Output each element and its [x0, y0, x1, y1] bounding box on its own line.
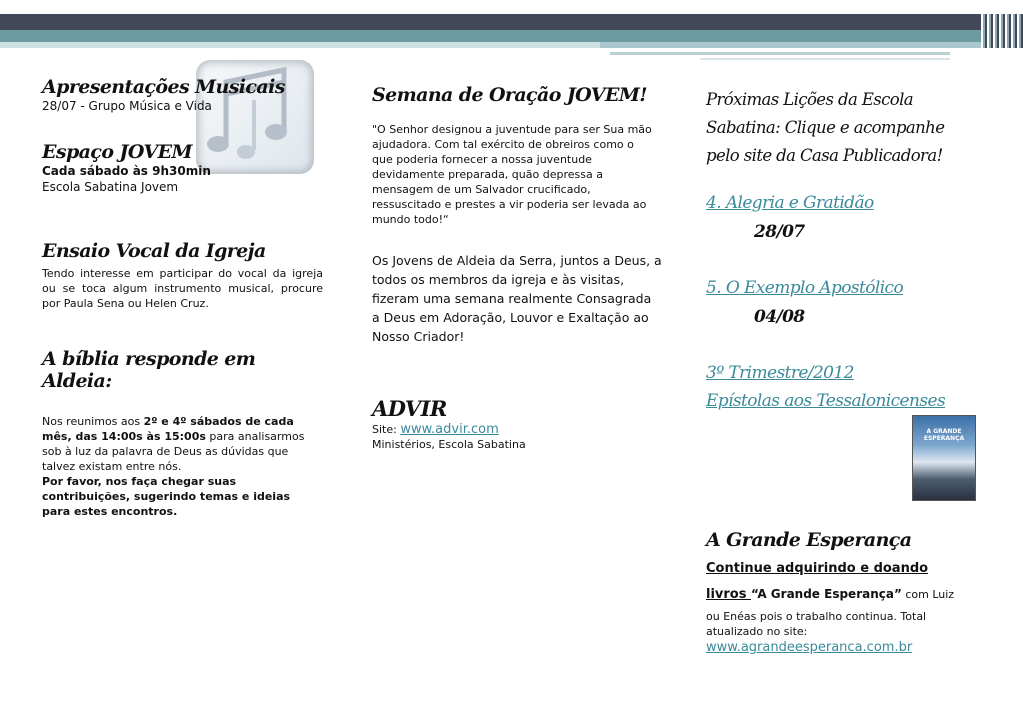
grande-site-link[interactable]: www.agrandeesperanca.com.br	[706, 640, 913, 655]
biblia-text-b: 2º e 4º sábados de cada mês, das 14:00s às 15:00s	[42, 415, 294, 443]
book-cover-title: A GRANDE ESPERANÇA	[923, 428, 965, 442]
book-cover-image[interactable]	[912, 415, 976, 501]
biblia-request: Por favor, nos faça chegar suas contribuições, sugerindo temas e ideias para estes encontros.	[42, 475, 291, 518]
section-apresentacoes	[42, 76, 327, 114]
header-bar-dark	[0, 14, 1023, 30]
section-biblia	[42, 348, 327, 519]
biblia-paragraph	[42, 414, 312, 474]
section-semana-oracao	[372, 84, 662, 346]
advir-line: Ministérios, Escola Sabatina	[372, 438, 526, 451]
advir-site-line	[372, 422, 662, 437]
biblia-title: A bíblia responde em Aldeia:	[42, 348, 256, 392]
lesson1-date: 28/07	[754, 222, 805, 242]
epistolas-link[interactable]: Epístolas aos Tessalonicenses	[706, 391, 946, 411]
section-advir	[372, 396, 662, 452]
semana-quote: "O Senhor designou a juventude para ser Sua mão ajudadora. Com tal exército de obreiros como o que poderia fornecer a nossa juventude devidamente preparada, quão depressa a mensagem de um Salvador crucificado, ressuscitado e prestes a vir poderia ser levada ao mundo todo!“	[372, 123, 652, 226]
biblia-text-a: Nos reunimos aos	[42, 415, 144, 428]
advir-site-link[interactable]: www.advir.com	[400, 422, 499, 437]
ensaio-title: Ensaio Vocal da Igreja	[42, 240, 266, 262]
grande-line2	[706, 580, 986, 609]
header-bar-light-right	[600, 42, 990, 48]
grande-title: A Grande Esperança	[706, 529, 912, 551]
ensaio-text: Tendo interesse em participar do vocal da igreja ou se toca algum instrumento musical, procure por Paula Sena ou Helen Cruz.	[42, 267, 323, 310]
apresentacoes-line: 28/07 - Grupo Música e Vida	[42, 99, 212, 113]
grande-line1: Continue adquirindo e doando	[706, 561, 929, 576]
grande-line2-c: com Luiz	[901, 588, 955, 601]
lesson1-link[interactable]: 4. Alegria e Gratidão	[706, 193, 874, 213]
semana-title: Semana de Oração JOVEM!	[372, 84, 647, 106]
grande-line2-a: livros	[706, 587, 751, 602]
lesson2-link[interactable]: 5. O Exemplo Apostólico	[706, 278, 904, 298]
espaco-schedule: Cada sábado às 9h30min	[42, 164, 211, 178]
section-grande-esperanca	[706, 528, 986, 656]
advir-title: ADVIR	[372, 396, 447, 421]
advir-site-label: Site:	[372, 423, 401, 436]
header-bar-light	[0, 42, 620, 48]
semana-text: Os Jovens de Aldeia da Serra, juntos a Deus, a todos os membros da igreja e às visitas, fizeram uma semana realmente Consagrada a Deus em Adoração, Louvor e Exaltação ao Nosso Criador!	[372, 253, 662, 344]
espaco-title: Espaço JOVEM	[42, 141, 192, 163]
proximas-licoes: Próximas Lições da Escola Sabatina: Clique e acompanhe pelo site da Casa Publicadora!	[706, 90, 945, 165]
apresentacoes-title: Apresentações Musicais	[42, 76, 285, 98]
lesson2-date: 04/08	[754, 307, 805, 327]
espaco-line: Escola Sabatina Jovem	[42, 180, 179, 194]
biblia-text-c: para analisarmos sob à luz da palavra de Deus as dúvidas que talvez existam entre nós.	[42, 430, 305, 473]
trimestre-link[interactable]: 3º Trimestre/2012	[706, 363, 854, 383]
section-ensaio-vocal	[42, 240, 323, 311]
header-line-thin	[700, 58, 950, 60]
header-bar-teal	[0, 30, 1023, 42]
grande-text: ou Enéas pois o trabalho continua. Total atualizado no site:	[706, 610, 927, 638]
header-line	[610, 52, 950, 55]
grande-book-name: “A Grande Esperança”	[751, 587, 902, 601]
section-espaco-jovem	[42, 141, 327, 195]
header-stripes	[981, 14, 1023, 48]
